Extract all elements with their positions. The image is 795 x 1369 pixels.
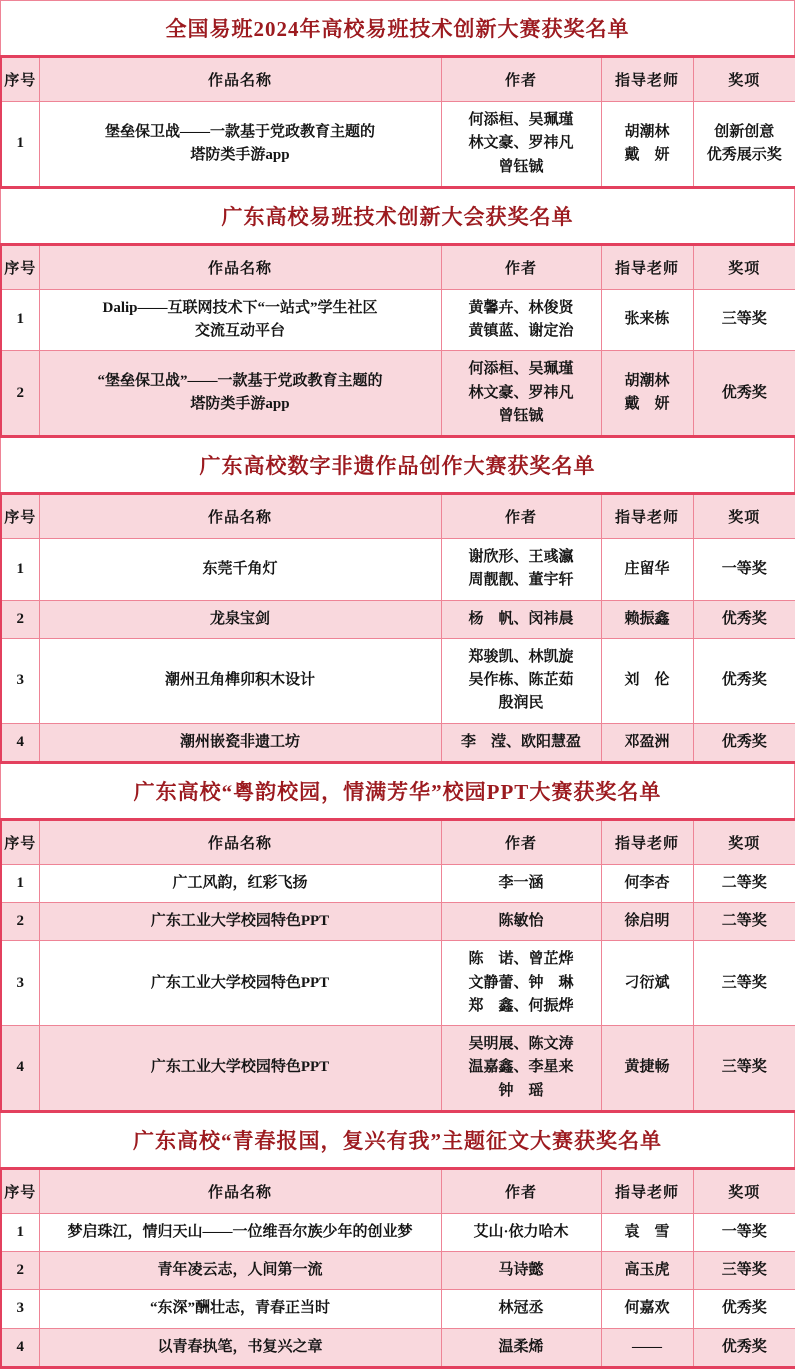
cell-index: 3 xyxy=(1,1290,39,1328)
cell-work-name: “东深”酬壮志，青春正当时 xyxy=(39,1290,441,1328)
header-row xyxy=(1,57,795,102)
column-header: 序号 xyxy=(1,244,39,289)
cell-advisor: 刘 伦 xyxy=(601,638,693,723)
section-title: 广东高校“粤韵校园，情满芳华”校园PPT大赛获奖名单 xyxy=(0,764,795,818)
cell-award: 三等奖 xyxy=(693,1252,795,1290)
cell-authors: 黄馨卉、林俊贤 黄镇蓝、谢定治 xyxy=(441,289,601,351)
table-row xyxy=(1,1328,795,1367)
award-table xyxy=(0,243,795,438)
table-row xyxy=(1,289,795,351)
cell-advisor: 徐启明 xyxy=(601,903,693,941)
cell-work-name: 东莞千角灯 xyxy=(39,539,441,601)
cell-advisor: 黄捷畅 xyxy=(601,1026,693,1112)
section-title: 全国易班2024年高校易班技术创新大赛获奖名单 xyxy=(0,0,795,55)
column-header: 作者 xyxy=(441,494,601,539)
column-header: 作者 xyxy=(441,244,601,289)
cell-authors: 杨 帆、闵祎晨 xyxy=(441,600,601,638)
column-header: 作品名称 xyxy=(39,819,441,864)
table-row xyxy=(1,351,795,437)
table-row xyxy=(1,941,795,1026)
cell-award: 优秀奖 xyxy=(693,723,795,762)
table-row xyxy=(1,864,795,902)
table-row xyxy=(1,600,795,638)
award-table xyxy=(0,492,795,764)
cell-authors: 林冠丞 xyxy=(441,1290,601,1328)
cell-work-name: 广东工业大学校园特色PPT xyxy=(39,941,441,1026)
cell-index: 3 xyxy=(1,941,39,1026)
cell-index: 3 xyxy=(1,638,39,723)
header-row xyxy=(1,244,795,289)
column-header: 奖项 xyxy=(693,494,795,539)
cell-award: 优秀奖 xyxy=(693,1290,795,1328)
cell-award: 二等奖 xyxy=(693,864,795,902)
cell-advisor: 何嘉欢 xyxy=(601,1290,693,1328)
cell-authors: 吴明展、陈文涛 温嘉鑫、李星来 钟 瑶 xyxy=(441,1026,601,1112)
cell-advisor: 赖振鑫 xyxy=(601,600,693,638)
cell-work-name: 以青春执笔，书复兴之章 xyxy=(39,1328,441,1367)
cell-work-name: 广东工业大学校园特色PPT xyxy=(39,903,441,941)
column-header: 作品名称 xyxy=(39,1168,441,1213)
award-table xyxy=(0,55,795,189)
column-header: 序号 xyxy=(1,57,39,102)
cell-index: 4 xyxy=(1,1328,39,1367)
cell-authors: 陈 诺、曾芷烨 文静蕾、钟 琳 郑 鑫、何振烨 xyxy=(441,941,601,1026)
cell-advisor: 袁 雪 xyxy=(601,1213,693,1251)
cell-authors: 郑骏凯、林凯旋 吴作栋、陈芷茹 殷润民 xyxy=(441,638,601,723)
award-table xyxy=(0,818,795,1113)
cell-index: 2 xyxy=(1,903,39,941)
cell-award: 一等奖 xyxy=(693,1213,795,1251)
column-header: 奖项 xyxy=(693,57,795,102)
cell-authors: 谢欣形、王彧瀛 周靓靓、董宇轩 xyxy=(441,539,601,601)
cell-advisor: 何李杏 xyxy=(601,864,693,902)
cell-award: 三等奖 xyxy=(693,289,795,351)
column-header: 指导老师 xyxy=(601,1168,693,1213)
cell-award: 优秀奖 xyxy=(693,1328,795,1367)
section-title: 广东高校“青春报国，复兴有我”主题征文大赛获奖名单 xyxy=(0,1113,795,1167)
cell-award: 优秀奖 xyxy=(693,351,795,437)
cell-work-name: 堡垒保卫战——一款基于党政教育主题的 塔防类手游app xyxy=(39,102,441,188)
cell-award: 一等奖 xyxy=(693,539,795,601)
cell-index: 4 xyxy=(1,1026,39,1112)
cell-advisor: 邓盈洲 xyxy=(601,723,693,762)
header-row xyxy=(1,494,795,539)
table-row xyxy=(1,1252,795,1290)
column-header: 指导老师 xyxy=(601,244,693,289)
cell-work-name: “堡垒保卫战”——一款基于党政教育主题的 塔防类手游app xyxy=(39,351,441,437)
header-row xyxy=(1,1168,795,1213)
column-header: 作者 xyxy=(441,57,601,102)
column-header: 作品名称 xyxy=(39,244,441,289)
table-row xyxy=(1,1213,795,1251)
cell-work-name: 梦启珠江，情归天山——一位维吾尔族少年的创业梦 xyxy=(39,1213,441,1251)
table-row xyxy=(1,102,795,188)
cell-advisor: 庄留华 xyxy=(601,539,693,601)
column-header: 指导老师 xyxy=(601,494,693,539)
cell-authors: 何添桓、吴珮瑾 林文豪、罗祎凡 曾钰铖 xyxy=(441,102,601,188)
cell-advisor: 高玉虎 xyxy=(601,1252,693,1290)
cell-index: 4 xyxy=(1,723,39,762)
cell-award: 三等奖 xyxy=(693,941,795,1026)
cell-award: 优秀奖 xyxy=(693,638,795,723)
table-row xyxy=(1,539,795,601)
cell-award: 优秀奖 xyxy=(693,600,795,638)
column-header: 作品名称 xyxy=(39,57,441,102)
cell-authors: 李一涵 xyxy=(441,864,601,902)
cell-index: 1 xyxy=(1,864,39,902)
column-header: 作者 xyxy=(441,819,601,864)
table-row xyxy=(1,723,795,762)
column-header: 奖项 xyxy=(693,819,795,864)
cell-award: 二等奖 xyxy=(693,903,795,941)
cell-index: 2 xyxy=(1,1252,39,1290)
cell-advisor: —— xyxy=(601,1328,693,1367)
column-header: 奖项 xyxy=(693,244,795,289)
cell-work-name: Dalip——互联网技术下“一站式”学生社区 交流互动平台 xyxy=(39,289,441,351)
cell-work-name: 潮州嵌瓷非遗工坊 xyxy=(39,723,441,762)
cell-authors: 艾山·依力哈木 xyxy=(441,1213,601,1251)
cell-authors: 何添桓、吴珮瑾 林文豪、罗祎凡 曾钰铖 xyxy=(441,351,601,437)
cell-index: 1 xyxy=(1,539,39,601)
table-row xyxy=(1,1290,795,1328)
cell-advisor: 张来栋 xyxy=(601,289,693,351)
column-header: 序号 xyxy=(1,819,39,864)
cell-authors: 温柔烯 xyxy=(441,1328,601,1367)
cell-index: 1 xyxy=(1,1213,39,1251)
column-header: 序号 xyxy=(1,494,39,539)
column-header: 序号 xyxy=(1,1168,39,1213)
cell-authors: 李 滢、欧阳慧盈 xyxy=(441,723,601,762)
cell-authors: 陈敏怡 xyxy=(441,903,601,941)
table-row xyxy=(1,903,795,941)
cell-index: 1 xyxy=(1,102,39,188)
cell-index: 2 xyxy=(1,351,39,437)
cell-award: 创新创意 优秀展示奖 xyxy=(693,102,795,188)
cell-authors: 马诗懿 xyxy=(441,1252,601,1290)
header-row xyxy=(1,819,795,864)
cell-index: 2 xyxy=(1,600,39,638)
cell-work-name: 青年凌云志，人间第一流 xyxy=(39,1252,441,1290)
cell-work-name: 龙泉宝剑 xyxy=(39,600,441,638)
cell-index: 1 xyxy=(1,289,39,351)
award-table xyxy=(0,1167,795,1369)
cell-work-name: 广东工业大学校园特色PPT xyxy=(39,1026,441,1112)
column-header: 奖项 xyxy=(693,1168,795,1213)
cell-work-name: 广工风韵，红彩飞扬 xyxy=(39,864,441,902)
column-header: 指导老师 xyxy=(601,57,693,102)
table-row xyxy=(1,1026,795,1112)
cell-work-name: 潮州丑角榫卯积木设计 xyxy=(39,638,441,723)
column-header: 作者 xyxy=(441,1168,601,1213)
table-row xyxy=(1,638,795,723)
cell-advisor: 胡潮林 戴 妍 xyxy=(601,351,693,437)
section-title: 广东高校数字非遗作品创作大赛获奖名单 xyxy=(0,438,795,492)
cell-advisor: 胡潮林 戴 妍 xyxy=(601,102,693,188)
cell-award: 三等奖 xyxy=(693,1026,795,1112)
column-header: 作品名称 xyxy=(39,494,441,539)
column-header: 指导老师 xyxy=(601,819,693,864)
cell-advisor: 刁衍斌 xyxy=(601,941,693,1026)
section-title: 广东高校易班技术创新大会获奖名单 xyxy=(0,189,795,243)
